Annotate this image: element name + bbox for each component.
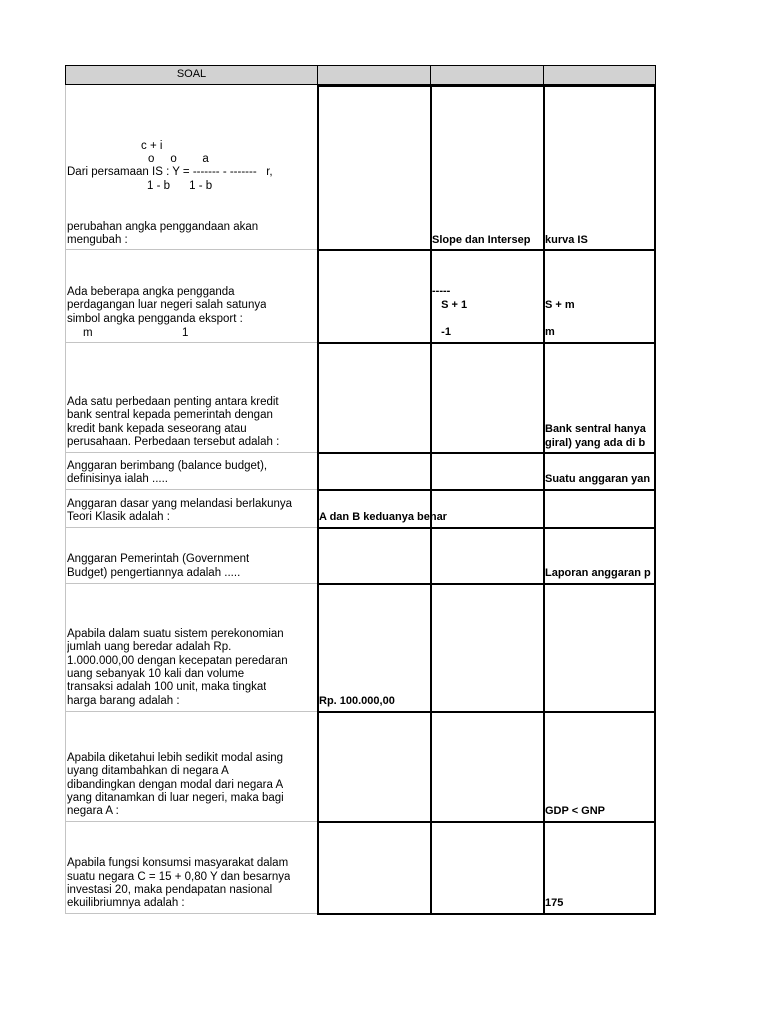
- header-soal: [65, 65, 318, 85]
- row-sep-right: [317, 452, 656, 454]
- row-sep-bottom: [65, 913, 318, 914]
- question-8-line-1: Apabila diketahui lebih sedikit modal asing: [67, 752, 284, 764]
- col-border-2: [430, 85, 432, 915]
- header-soal-label: SOAL: [176, 68, 207, 80]
- question-6-line-1: Anggaran Pemerintah (Government: [67, 553, 250, 565]
- answer-9-col4: 175: [545, 897, 564, 909]
- question-2-line-1: Ada beberapa angka pengganda: [67, 286, 235, 298]
- question-1-line-3: Dari persamaan IS : Y = ------- - ------- r,: [67, 166, 273, 178]
- question-4-line-2: definisinya ialah .....: [67, 473, 169, 485]
- answer-6-col4: Laporan anggaran p: [545, 567, 651, 579]
- question-9-line-3: investasi 20, maka pendapatan nasional: [67, 884, 273, 896]
- question-1-line-1: c + i: [141, 140, 163, 152]
- row-sep-right: [317, 583, 656, 585]
- question-1-line-7: perubahan angka penggandaan akan: [67, 221, 259, 233]
- row-sep: [65, 583, 318, 584]
- question-5-line-1: Anggaran dasar yang melandasi berlakunya: [67, 498, 293, 510]
- row-sep-right: [317, 342, 656, 344]
- question-2-line-2: perdagangan luar negeri salah satunya: [67, 299, 267, 311]
- col-border-4: [654, 85, 656, 915]
- answer-1-col4: kurva IS: [545, 234, 588, 246]
- answer-1-col3: Slope dan Intersep: [432, 234, 531, 246]
- row-sep: [65, 489, 318, 490]
- question-7-line-1: Apabila dalam suatu sistem perekonomian: [67, 628, 284, 640]
- question-3-line-2: bank sentral kepada pemerintah dengan: [67, 409, 273, 421]
- col-border-3: [543, 85, 545, 915]
- row-sep: [65, 527, 318, 528]
- answer-8-col4: GDP < GNP: [545, 805, 606, 817]
- header-bottom-border: [317, 85, 656, 87]
- row-sep-right-bottom: [317, 913, 656, 915]
- answer-7-col2: Rp. 100.000,00: [319, 695, 395, 707]
- answer-4-col4: Suatu anggaran yan: [545, 473, 651, 485]
- question-7-line-4: uang sebanyak 10 kali dan volume: [67, 668, 245, 680]
- row-sep-right: [317, 249, 656, 251]
- question-3-line-3: kredit bank kepada seseorang atau: [67, 423, 247, 435]
- answer-2-col3: ----- S + 1 -1: [432, 285, 468, 338]
- answer-3-col4: Bank sentral hanya giral) yang ada di b: [545, 423, 646, 449]
- question-9-line-4: ekuilibriumnya adalah :: [67, 897, 185, 909]
- row-sep-right: [317, 821, 656, 823]
- row-sep: [65, 821, 318, 822]
- question-8-line-5: negara A :: [67, 805, 119, 817]
- question-3-line-4: perusahaan. Perbedaan tersebut adalah :: [67, 436, 280, 448]
- question-7-line-2: jumlah uang beredar adalah Rp.: [67, 641, 232, 653]
- answer-2-col4: S + m m: [545, 299, 575, 338]
- question-7-line-6: harga barang adalah :: [67, 695, 180, 707]
- row-sep: [65, 711, 318, 712]
- question-1-line-4: 1 - b 1 - b: [147, 180, 213, 192]
- header-col-4: [543, 65, 656, 85]
- question-7-line-3: 1.000.000,00 dengan kecepatan peredaran: [67, 655, 288, 667]
- question-2-line-4: m 1: [83, 327, 189, 339]
- col-border-1: [317, 85, 319, 915]
- question-3-line-1: Ada satu perbedaan penting antara kredit: [67, 396, 279, 408]
- row-sep: [65, 342, 318, 343]
- question-5-line-2: Teori Klasik adalah :: [67, 511, 170, 523]
- question-2-line-3: simbol angka pengganda eksport :: [67, 313, 243, 325]
- header-col-3: [430, 65, 544, 85]
- row-sep: [65, 452, 318, 453]
- question-8-line-2: uyang ditambahkan di negara A: [67, 765, 229, 777]
- row-sep-right: [317, 489, 656, 491]
- question-4-line-1: Anggaran berimbang (balance budget),: [67, 460, 268, 472]
- row-sep: [65, 249, 318, 250]
- question-6-line-2: Budget) pengertiannya adalah .....: [67, 567, 241, 579]
- answer-5-col2: A dan B keduanya benar: [319, 511, 447, 523]
- row-sep-right: [317, 711, 656, 713]
- question-7-line-5: transaksi adalah 100 unit, maka tingkat: [67, 681, 267, 693]
- question-1-line-2: o o a: [148, 153, 209, 165]
- question-8-line-3: dibandingkan dengan modal dari negara A: [67, 779, 284, 791]
- header-col-2: [317, 65, 431, 85]
- question-8-line-4: yang ditanamkan di luar negeri, maka bagi: [67, 792, 284, 804]
- question-9-line-2: suatu negara C = 15 + 0,80 Y dan besarnya: [67, 871, 291, 883]
- left-border: [65, 85, 66, 914]
- question-9-line-1: Apabila fungsi konsumsi masyarakat dalam: [67, 857, 289, 869]
- row-sep-right: [317, 527, 656, 529]
- question-1-line-8: mengubah :: [67, 234, 128, 246]
